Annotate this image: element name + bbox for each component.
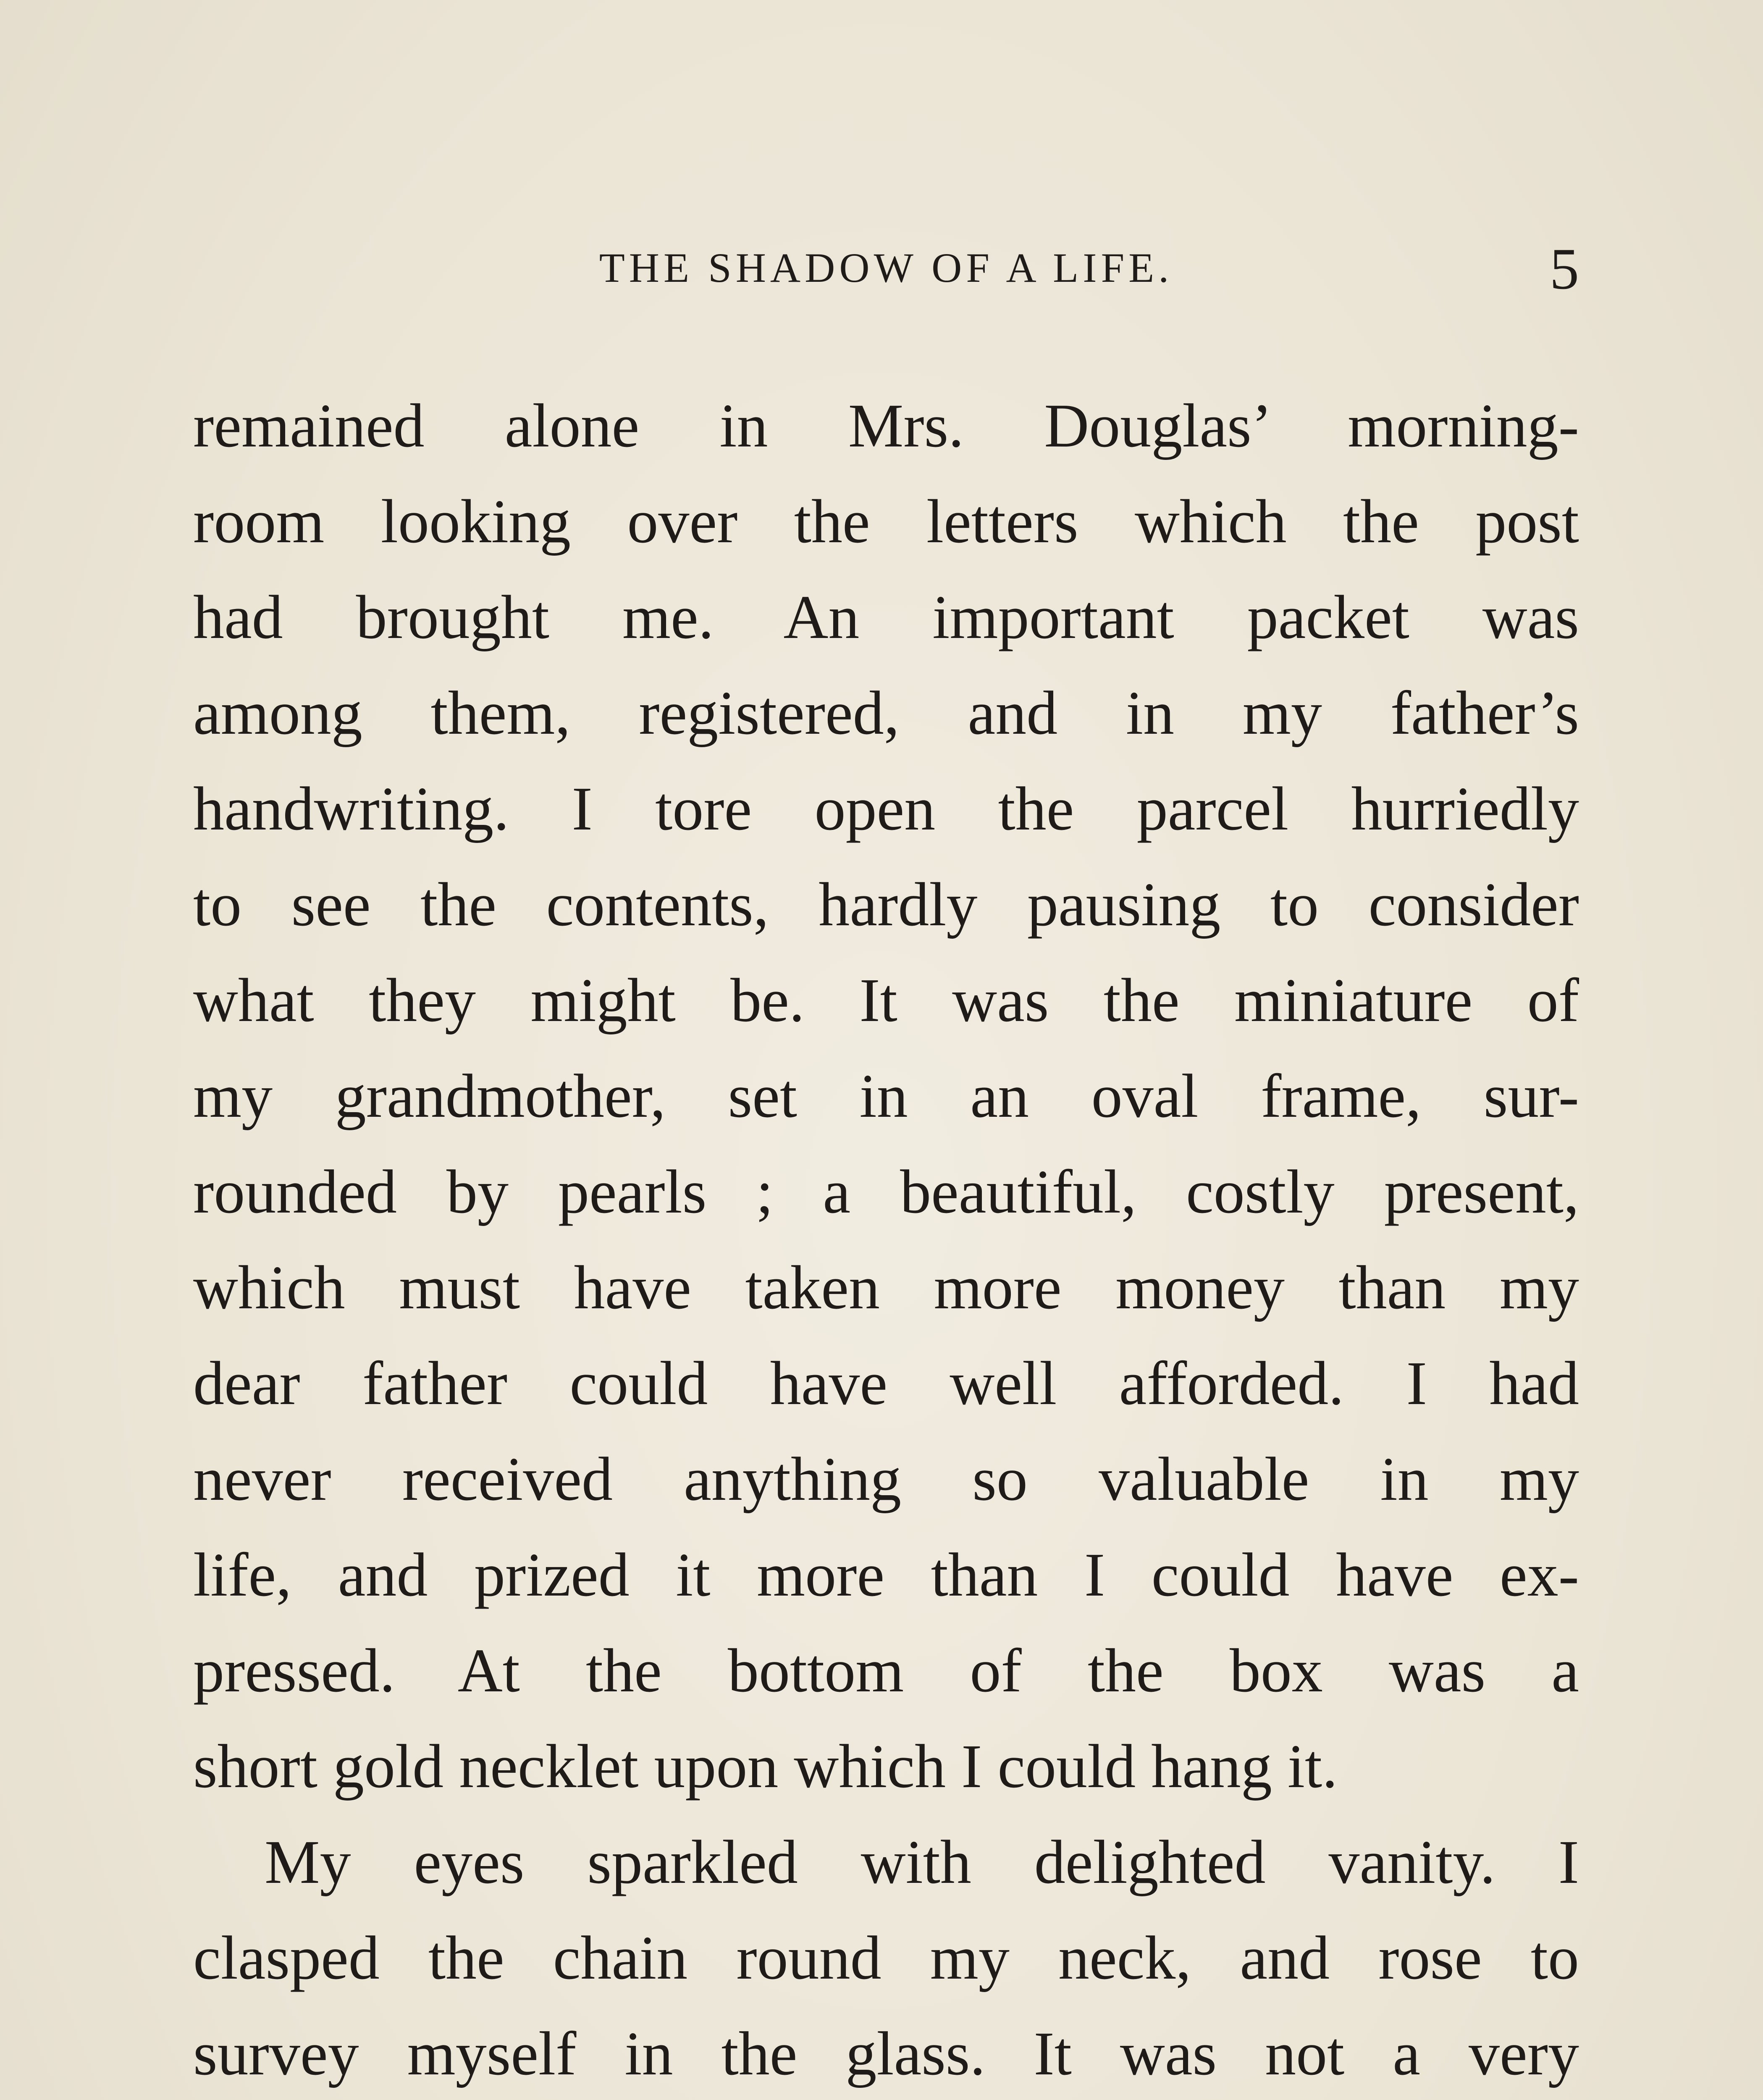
text-line: pressed. At the bottom of the box was a	[193, 1636, 1579, 1705]
text-line: remained alone in Mrs. Douglas’ morning-	[193, 391, 1579, 460]
text-line: handwriting. I tore open the parcel hurriedly	[193, 774, 1579, 843]
page-header	[193, 235, 1579, 311]
page-number: 5	[1550, 236, 1579, 302]
text-line: clasped the chain round my neck, and rose to	[193, 1924, 1579, 1992]
running-title: THE SHADOW OF A LIFE.	[599, 244, 1173, 291]
text-line: to see the contents, hardly pausing to consider	[193, 870, 1579, 939]
text-line: which must have taken more money than my	[193, 1253, 1579, 1322]
text-line: dear father could have well afforded. I had	[193, 1349, 1579, 1418]
body-text	[193, 378, 1579, 2100]
paragraph-first-line: My eyes sparkled with delighted vanity. I	[265, 1828, 1579, 1897]
text-line: life, and prized it more than I could have ex-	[193, 1541, 1579, 1609]
text-line: never received anything so valuable in my	[193, 1445, 1579, 1514]
text-line: rounded by pearls ; a beautiful, costly present,	[193, 1158, 1579, 1226]
text-line: short gold necklet upon which I could hang it.	[193, 1732, 1338, 1801]
text-line: what they might be. It was the miniature of	[193, 966, 1579, 1035]
text-line: room looking over the letters which the post	[193, 487, 1579, 556]
text-line: had brought me. An important packet was	[193, 583, 1579, 652]
text-line: among them, registered, and in my father’s	[193, 679, 1579, 748]
text-line: my grandmother, set in an oval frame, sur-	[193, 1062, 1579, 1131]
text-line: survey myself in the glass. It was not a very	[193, 2019, 1579, 2088]
